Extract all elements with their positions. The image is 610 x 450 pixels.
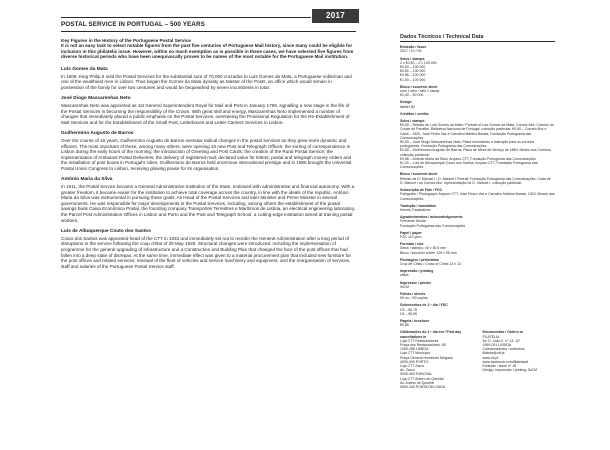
tech-block-label: Créditos / credits	[400, 111, 429, 116]
contact-line: Loja CTT Zarco	[400, 364, 425, 368]
tech-block-line: €1,40 – 50 000	[400, 93, 424, 98]
tech-block	[400, 303, 555, 316]
contact-line: Av. D. João II, nº 13, 12º	[482, 338, 521, 343]
tech-block-label: Pagela / brochure	[400, 318, 430, 323]
contact-line: 1250-188 LISBOA	[400, 347, 429, 352]
section-text: In 1606, King Philip II sold the Postal Services for the substantial sum of 70,000 cruzados to Luís Gomes da Mata, a Portuguese nobleman and one of the wealthiest men in Lisbon. Thus began the Gomes da Mata dynasty as Master of the Posts, an office which would remain in possession of the family for over two centuries and would be bequeathed by seven incumbents in total.	[61, 73, 352, 90]
section-text: In 1911, the Postal Service became a General Administrative Institution of the State, endowed with administrative and financial autonomy. With a greater freedom, it became easier for the institution to achieve total coverage across the country, in line with the ideals of the republic. António Maria da Silva was instrumental in pursuing these goals. As Head of the Postal Services and later Minister and Prime Minister in several governments. He was responsible for major developments in the Postal Services, including, among others the establishment of the postal savings bank Caixa Económica Postal, the founding company Transportes Terrestres e Marítimos de Lisboa, an electrical engineering laboratory, the Parcel Post Administration Offices in Lisbon and Porto and the Post and Telegraph School, a cutting-edge institution aimed at training postal workers.	[61, 184, 356, 223]
tech-block-label: Bloco / souvenir sheet	[400, 172, 438, 177]
contact-line: Design, Impressão / printing: INCM	[482, 368, 537, 373]
orders-lines	[483, 335, 556, 373]
tech-block-line: com 1 selo / with 1 stamp	[400, 89, 440, 94]
section-mascarenhas-neto	[61, 96, 356, 125]
section-antonio-maria-silva	[61, 177, 356, 223]
orders-label: Encomendas / Orders to	[482, 330, 523, 335]
tech-block-line: Selos / stamps: 40 x 30,6 mm	[400, 246, 447, 251]
tech-block-line: Cruz de Cristo / Cross of Christ 13 x 13	[400, 261, 461, 266]
title-rule	[61, 31, 356, 32]
contact-line: Praça General Humberto Delgado	[400, 355, 453, 360]
tech-block-label: Selos / stamps	[400, 56, 425, 61]
contact-line: Loja CTT Restauradores	[400, 338, 439, 343]
section-text: Couto dos Santos was appointed head of the CTT in 1933 and immediately set out to reorder the General Administration after a long period of disruptions to the service following the coup d'état of 28 May 1926. Structural changes were introduced, including the implementation of programme for the general upgrading of infrastructure and a Construction and Building Plan that changed the face of the post offices that had fallen into a deep state of disrepair. At the same time, immediate effect was given to a material procurement plan that included new furniture for the post offices and related services; renewal of the fleet of vehicles and service machinery and equipment, and the reorganisation of services, staff and salaries of the Portuguese Postal Service staff.	[61, 235, 351, 269]
main-article	[61, 22, 356, 275]
contact-line: 9000-069 FUNCHAL	[400, 372, 433, 377]
intro-heading: Key Figures in the History of the Portuguese Postal Service	[61, 37, 191, 43]
tech-block-line: 2 x €0,50 – 2 x 100 000	[400, 60, 437, 65]
tech-block-line: €0,85	[400, 323, 409, 328]
tech-block-line: Fundação Portuguesa das Comunicações	[400, 223, 466, 228]
section-heading: António Maria da Silva	[61, 177, 113, 183]
cancellations-label: Obliterações do 1.º dia em / First day cancellations in	[400, 330, 462, 339]
tech-block-line: €0,86 – 100 000	[400, 73, 426, 78]
intro-text: It is not an easy task to select notable figures from the past five centuries of Portuguese Mail history, since many could be eligible for inclusion in this philatelic issue. However, within so much exemption as is possible in these cases, we have selected five figures from diverse historical periods who have been unequivocally proven to be names of the most notable for the Portuguese Mail institution.	[61, 43, 354, 60]
tech-block-label: Design	[400, 100, 412, 105]
tech-block-line: C5 – €0,75	[400, 307, 418, 312]
section-heading: Luís Gomes da Mata	[61, 66, 108, 72]
tech-block-line: €0,80 – Guilhermino Augusto de Barros; Placa de Mesa de Serviço de 1880, Museu dos Correios, colecção particular.	[400, 148, 552, 157]
tech-block-label: Tradução / translation	[400, 203, 437, 208]
tech-block	[400, 269, 555, 277]
section-gomes-da-mata	[61, 67, 356, 90]
tech-block-line: Fernando Mouta	[400, 219, 426, 224]
contact-line: www.ctt.pt	[482, 355, 499, 360]
tech-block-line: €0,53 – José Diogo Mascarenhas Neto; Placa recordando a Instrução para os correios portugueses, Fundação Portuguesa das Comunicações.	[400, 140, 535, 149]
contact-line: filatelia@ctt.pt	[482, 351, 505, 356]
tech-block-line: C6 – €0,56	[400, 311, 418, 316]
tech-block-label: Picotagem / perforation	[400, 257, 440, 262]
tech-block-line: FSC 110 g/m²	[400, 234, 422, 239]
tech-block-line: Retrato de D. Manuel I / D. Manuel I Portrait; Fundação Portuguesa das Comunicações. Carta de D. Manuel I ao Correio-Mor, representação de D. Manuel I, colecção particular.	[400, 176, 551, 185]
contact-line: Loja CTT Município	[400, 351, 431, 356]
tech-block-line: INCM	[400, 284, 409, 289]
section-heading: Guilhermino Augusto de Barros	[61, 131, 134, 137]
tech-block	[400, 119, 555, 169]
page-title: POSTAL SERVICE IN PORTUGAL – 500 YEARS	[61, 21, 205, 28]
contact-line: FILATELIA	[482, 334, 500, 339]
contact-line: 1999-001 LISBOA	[482, 342, 511, 347]
tech-block	[400, 112, 555, 116]
first-day-cancellations	[400, 330, 473, 389]
section-text: Over the course of 16 years, Guilhermino Augusto de Barros oversaw radical changes in the postal services as they grew more dynamic and efficient. The most important of these, among many others, were opening 33 new Post and Telegraph Offices; the sorting of correspondence in Lisbon during the early hours of the morning; the introduction of Greeting and Post Cards; the creation of the Rural Postal Service; the implementation of Ambulant Postal Deliveries; the delivery of registered mail; declared value for letters; postal and telegraph money orders and the installation of post boxes in Portugal's cities. Guilhermino de Barros held enormous international prestige and in 1885 brought the Universal Postal Union Congress to Lisbon, receiving glowing praise for its organisation.	[61, 137, 352, 171]
tech-block	[400, 204, 555, 212]
tech-block	[400, 172, 555, 185]
tech-block	[400, 231, 555, 239]
section-heading: Luís de Albuquerque Couto dos Santos	[61, 229, 151, 235]
tech-block-line: offset	[400, 273, 409, 278]
technical-data-blocks	[400, 45, 555, 327]
tech-block-label: Impressor / printer	[400, 280, 431, 285]
header-rule	[61, 17, 311, 18]
tech-block	[400, 281, 555, 289]
tech-block-line: €1,00 – Luís de Albuquerque Couto dos Santos; Arquivo CTT, Fundação Portuguesa das Comunicações.	[400, 161, 538, 170]
technical-data	[400, 35, 555, 389]
contact-line: Emissão / issue nº 18	[482, 364, 517, 368]
section-heading: José Diogo Mascarenhas Neto	[61, 96, 131, 102]
tech-block	[400, 45, 555, 53]
tech-block	[400, 57, 555, 82]
tech-block-label: Bloco / souvenir sheet	[400, 84, 438, 89]
contact-line: 9500-160 PONTA DELGADA	[400, 385, 446, 390]
tech-block-label: Subscrição de Fide / FDC	[400, 188, 443, 193]
tech-block-label: Papel / paper	[400, 230, 422, 235]
tech-block-line: Kennis Translations	[400, 207, 431, 212]
tech-block-label: Agradecimentos / acknowledgements	[400, 215, 463, 220]
tech-block	[400, 188, 555, 201]
tech-block-line: 50 un. / 50 copies	[400, 296, 428, 301]
section-text: Mascarenhas Neto was appointed as 1st General Superintendent Royal for Mail and Post in January 1799, signalling a new stage in the life of the Postal Services in becoming the responsibility of the Crown. With great skill and energy, Mascarenhas Neto implemented a number of changes that immediately placed a public emphasis on the Postal Services, overseeing the Provisional Regulation for the Re-Establishment of Mail Services and for the Establishment of the Small Post, Letterboxes and Letter Carriers Services in Lisbon.	[61, 102, 350, 125]
tech-block-line: €1,00 – 100 000	[400, 77, 426, 82]
tech-block-line: €0,80 – 100 000	[400, 69, 426, 74]
section-guilhermino-barros	[61, 131, 356, 171]
tech-block	[400, 319, 555, 327]
contact-line: 4000-999 PORTO	[400, 359, 429, 364]
tech-block	[400, 242, 555, 255]
technical-data-title: Dados Técnicos / Technical Data	[400, 34, 484, 40]
tech-block-label: Selos / stamps	[400, 119, 425, 124]
tech-block	[400, 100, 555, 108]
bottom-contacts	[400, 330, 555, 389]
technical-data-rule	[400, 41, 555, 42]
tech-block-label: Sobrescritos de 1.º dia / FDC	[400, 303, 448, 308]
contact-line: www.facebook.com/filateliactt	[482, 359, 529, 364]
orders	[483, 330, 556, 389]
tech-block-line: €0,50 – Retrato de Luís Gomes da Mata / Portrait of Luís Gomes da Mata, Correio-Mor; Cartório do Conde de Penafiel, Biblioteca Nacional de Portugal, colecção particular. €0,50 – Correio-Mor e Carta – 1520, José Pedro Vaz e Carvalho Martins Barata, Fundação Portuguesa das Comunicações.	[400, 123, 554, 140]
tech-block-label: Formato / size	[400, 242, 424, 247]
contact-line: Colecionadores / collectors	[482, 347, 525, 352]
tech-block-line: Fotografia / Photograph: Arquivo CTT, José Pedro Vaz e Carvalho Martins Barata, 1920; Museu das Comunicações.	[400, 192, 555, 201]
tech-block-line: Bloco / souvenir sheet: 125 x 95 mm	[400, 250, 457, 255]
tech-block-label: Folhas / sheets	[400, 291, 426, 296]
year-tab: 2017	[312, 9, 359, 23]
contact-line: Loja CTT Antero de Quental	[400, 376, 444, 381]
tech-block-line: Atelier B2	[400, 104, 416, 109]
contact-line: Av. Zarco	[400, 368, 415, 373]
tech-block-label: Impressão / printing	[400, 269, 434, 274]
tech-block	[400, 292, 555, 300]
section-couto-dos-santos	[61, 229, 356, 269]
contact-line: Av. Antero de Quental	[400, 380, 434, 385]
tech-block-line: €0,53 – 100 000	[400, 65, 426, 70]
tech-block	[400, 258, 555, 266]
tech-block-line: 2017 / 10 / 09	[400, 49, 422, 54]
cancellations-lines	[400, 339, 473, 389]
contact-line: Praça dos Restauradores, 58	[400, 342, 446, 347]
tech-block	[400, 215, 555, 228]
tech-block	[400, 85, 555, 98]
tech-block-label: Emissão / Issue	[400, 45, 427, 50]
tech-block-line: €0,86 – António Maria da Silva; Arquivo CTT, Fundação Portuguesa das Comunicações.	[400, 156, 537, 161]
